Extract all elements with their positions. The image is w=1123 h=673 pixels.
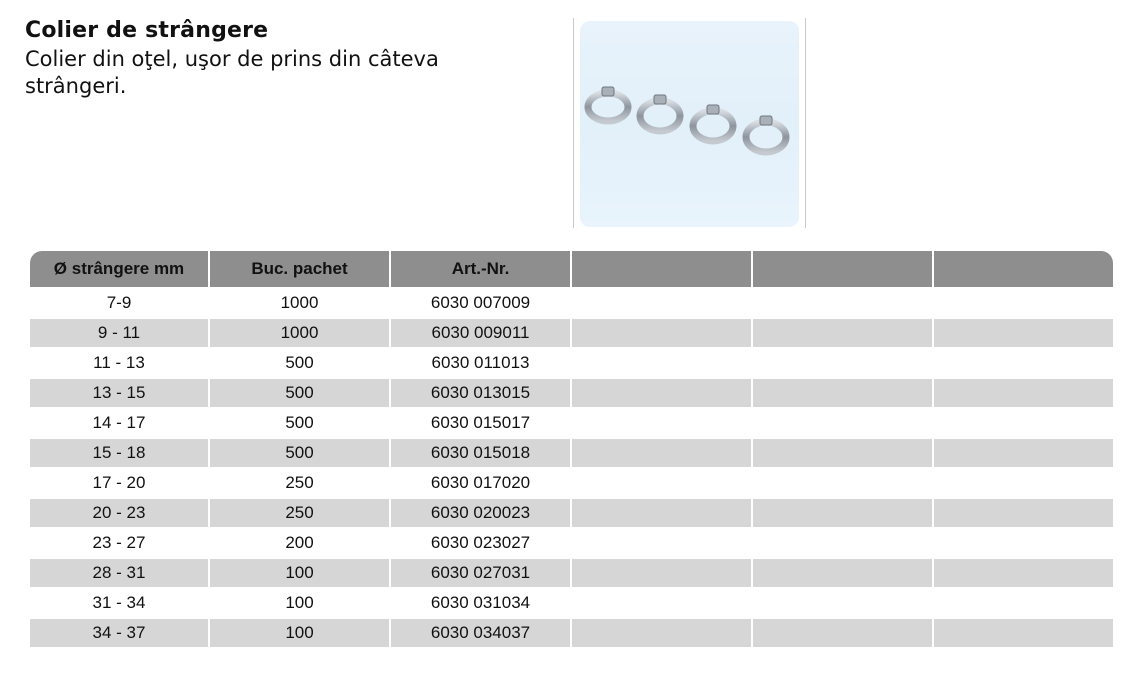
cell-diameter: 23 - 27 <box>30 527 210 557</box>
cell-empty-2 <box>753 347 934 377</box>
cell-empty-1 <box>572 557 753 587</box>
clamp-spec-table <box>30 251 1113 647</box>
column-header-diameter: Ø strângere mm <box>30 251 210 287</box>
cell-article-no: 6030 015017 <box>391 407 572 437</box>
cell-diameter: 17 - 20 <box>30 467 210 497</box>
cell-article-no: 6030 027031 <box>391 557 572 587</box>
cell-empty-3 <box>934 407 1113 437</box>
cell-pack-qty: 500 <box>210 407 391 437</box>
cell-article-no: 6030 017020 <box>391 467 572 497</box>
cell-pack-qty: 250 <box>210 467 391 497</box>
cell-empty-3 <box>934 467 1113 497</box>
cell-empty-1 <box>572 287 753 317</box>
cell-diameter: 9 - 11 <box>30 317 210 347</box>
cell-empty-3 <box>934 497 1113 527</box>
cell-diameter: 14 - 17 <box>30 407 210 437</box>
cell-article-no: 6030 007009 <box>391 287 572 317</box>
cell-article-no: 6030 034037 <box>391 617 572 647</box>
cell-empty-3 <box>934 587 1113 617</box>
clamp-icon-4 <box>746 116 786 152</box>
cell-empty-2 <box>753 527 934 557</box>
cell-diameter: 11 - 13 <box>30 347 210 377</box>
cell-empty-1 <box>572 497 753 527</box>
cell-empty-2 <box>753 497 934 527</box>
cell-pack-qty: 1000 <box>210 317 391 347</box>
cell-pack-qty: 100 <box>210 557 391 587</box>
cell-empty-1 <box>572 347 753 377</box>
cell-article-no: 6030 023027 <box>391 527 572 557</box>
cell-diameter: 28 - 31 <box>30 557 210 587</box>
cell-diameter: 34 - 37 <box>30 617 210 647</box>
cell-article-no: 6030 015018 <box>391 437 572 467</box>
cell-empty-2 <box>753 287 934 317</box>
column-header-article-no: Art.-Nr. <box>391 251 572 287</box>
table-row <box>30 617 1113 647</box>
column-header-empty-2 <box>753 251 934 287</box>
cell-pack-qty: 500 <box>210 347 391 377</box>
table-row <box>30 347 1113 377</box>
steel-ear-clamps-photo <box>580 21 799 227</box>
cell-pack-qty: 250 <box>210 497 391 527</box>
cell-empty-1 <box>572 467 753 497</box>
cell-empty-2 <box>753 557 934 587</box>
table-row <box>30 317 1113 347</box>
table-row <box>30 497 1113 527</box>
cell-empty-1 <box>572 437 753 467</box>
cell-article-no: 6030 009011 <box>391 317 572 347</box>
clamp-icon-3 <box>693 105 733 141</box>
cell-empty-1 <box>572 527 753 557</box>
cell-empty-1 <box>572 617 753 647</box>
cell-empty-1 <box>572 407 753 437</box>
cell-empty-1 <box>572 377 753 407</box>
cell-diameter: 31 - 34 <box>30 587 210 617</box>
cell-article-no: 6030 013015 <box>391 377 572 407</box>
clamp-icon-1 <box>588 87 628 121</box>
cell-pack-qty: 500 <box>210 437 391 467</box>
cell-empty-2 <box>753 437 934 467</box>
clamp-icon-2 <box>640 95 680 131</box>
column-header-pack-qty: Buc. pachet <box>210 251 391 287</box>
cell-empty-3 <box>934 287 1113 317</box>
table-row <box>30 287 1113 317</box>
table-row <box>30 377 1113 407</box>
cell-empty-3 <box>934 317 1113 347</box>
column-header-empty-3 <box>934 251 1113 287</box>
cell-article-no: 6030 031034 <box>391 587 572 617</box>
product-photo-frame <box>573 18 806 228</box>
table-row <box>30 437 1113 467</box>
table-row <box>30 407 1113 437</box>
cell-empty-3 <box>934 617 1113 647</box>
cell-pack-qty: 100 <box>210 617 391 647</box>
cell-empty-1 <box>572 317 753 347</box>
cell-empty-3 <box>934 347 1113 377</box>
table-row <box>30 587 1113 617</box>
cell-pack-qty: 500 <box>210 377 391 407</box>
table-header-row <box>30 251 1113 287</box>
cell-empty-2 <box>753 617 934 647</box>
cell-pack-qty: 100 <box>210 587 391 617</box>
cell-empty-2 <box>753 467 934 497</box>
cell-pack-qty: 1000 <box>210 287 391 317</box>
cell-article-no: 6030 011013 <box>391 347 572 377</box>
cell-diameter: 15 - 18 <box>30 437 210 467</box>
cell-empty-3 <box>934 527 1113 557</box>
cell-diameter: 7-9 <box>30 287 210 317</box>
cell-empty-3 <box>934 557 1113 587</box>
cell-empty-3 <box>934 437 1113 467</box>
clamps-illustration <box>580 21 799 227</box>
cell-diameter: 13 - 15 <box>30 377 210 407</box>
table-row <box>30 527 1113 557</box>
cell-pack-qty: 200 <box>210 527 391 557</box>
table-row <box>30 557 1113 587</box>
cell-empty-3 <box>934 377 1113 407</box>
product-title: Colier de strângere <box>25 18 269 43</box>
cell-empty-2 <box>753 587 934 617</box>
column-header-empty-1 <box>572 251 753 287</box>
cell-empty-1 <box>572 587 753 617</box>
cell-article-no: 6030 020023 <box>391 497 572 527</box>
cell-empty-2 <box>753 407 934 437</box>
product-description: Colier din oţel, uşor de prins din câteva strângeri. <box>25 47 439 98</box>
cell-empty-2 <box>753 317 934 347</box>
cell-empty-2 <box>753 377 934 407</box>
table-row <box>30 467 1113 497</box>
cell-diameter: 20 - 23 <box>30 497 210 527</box>
